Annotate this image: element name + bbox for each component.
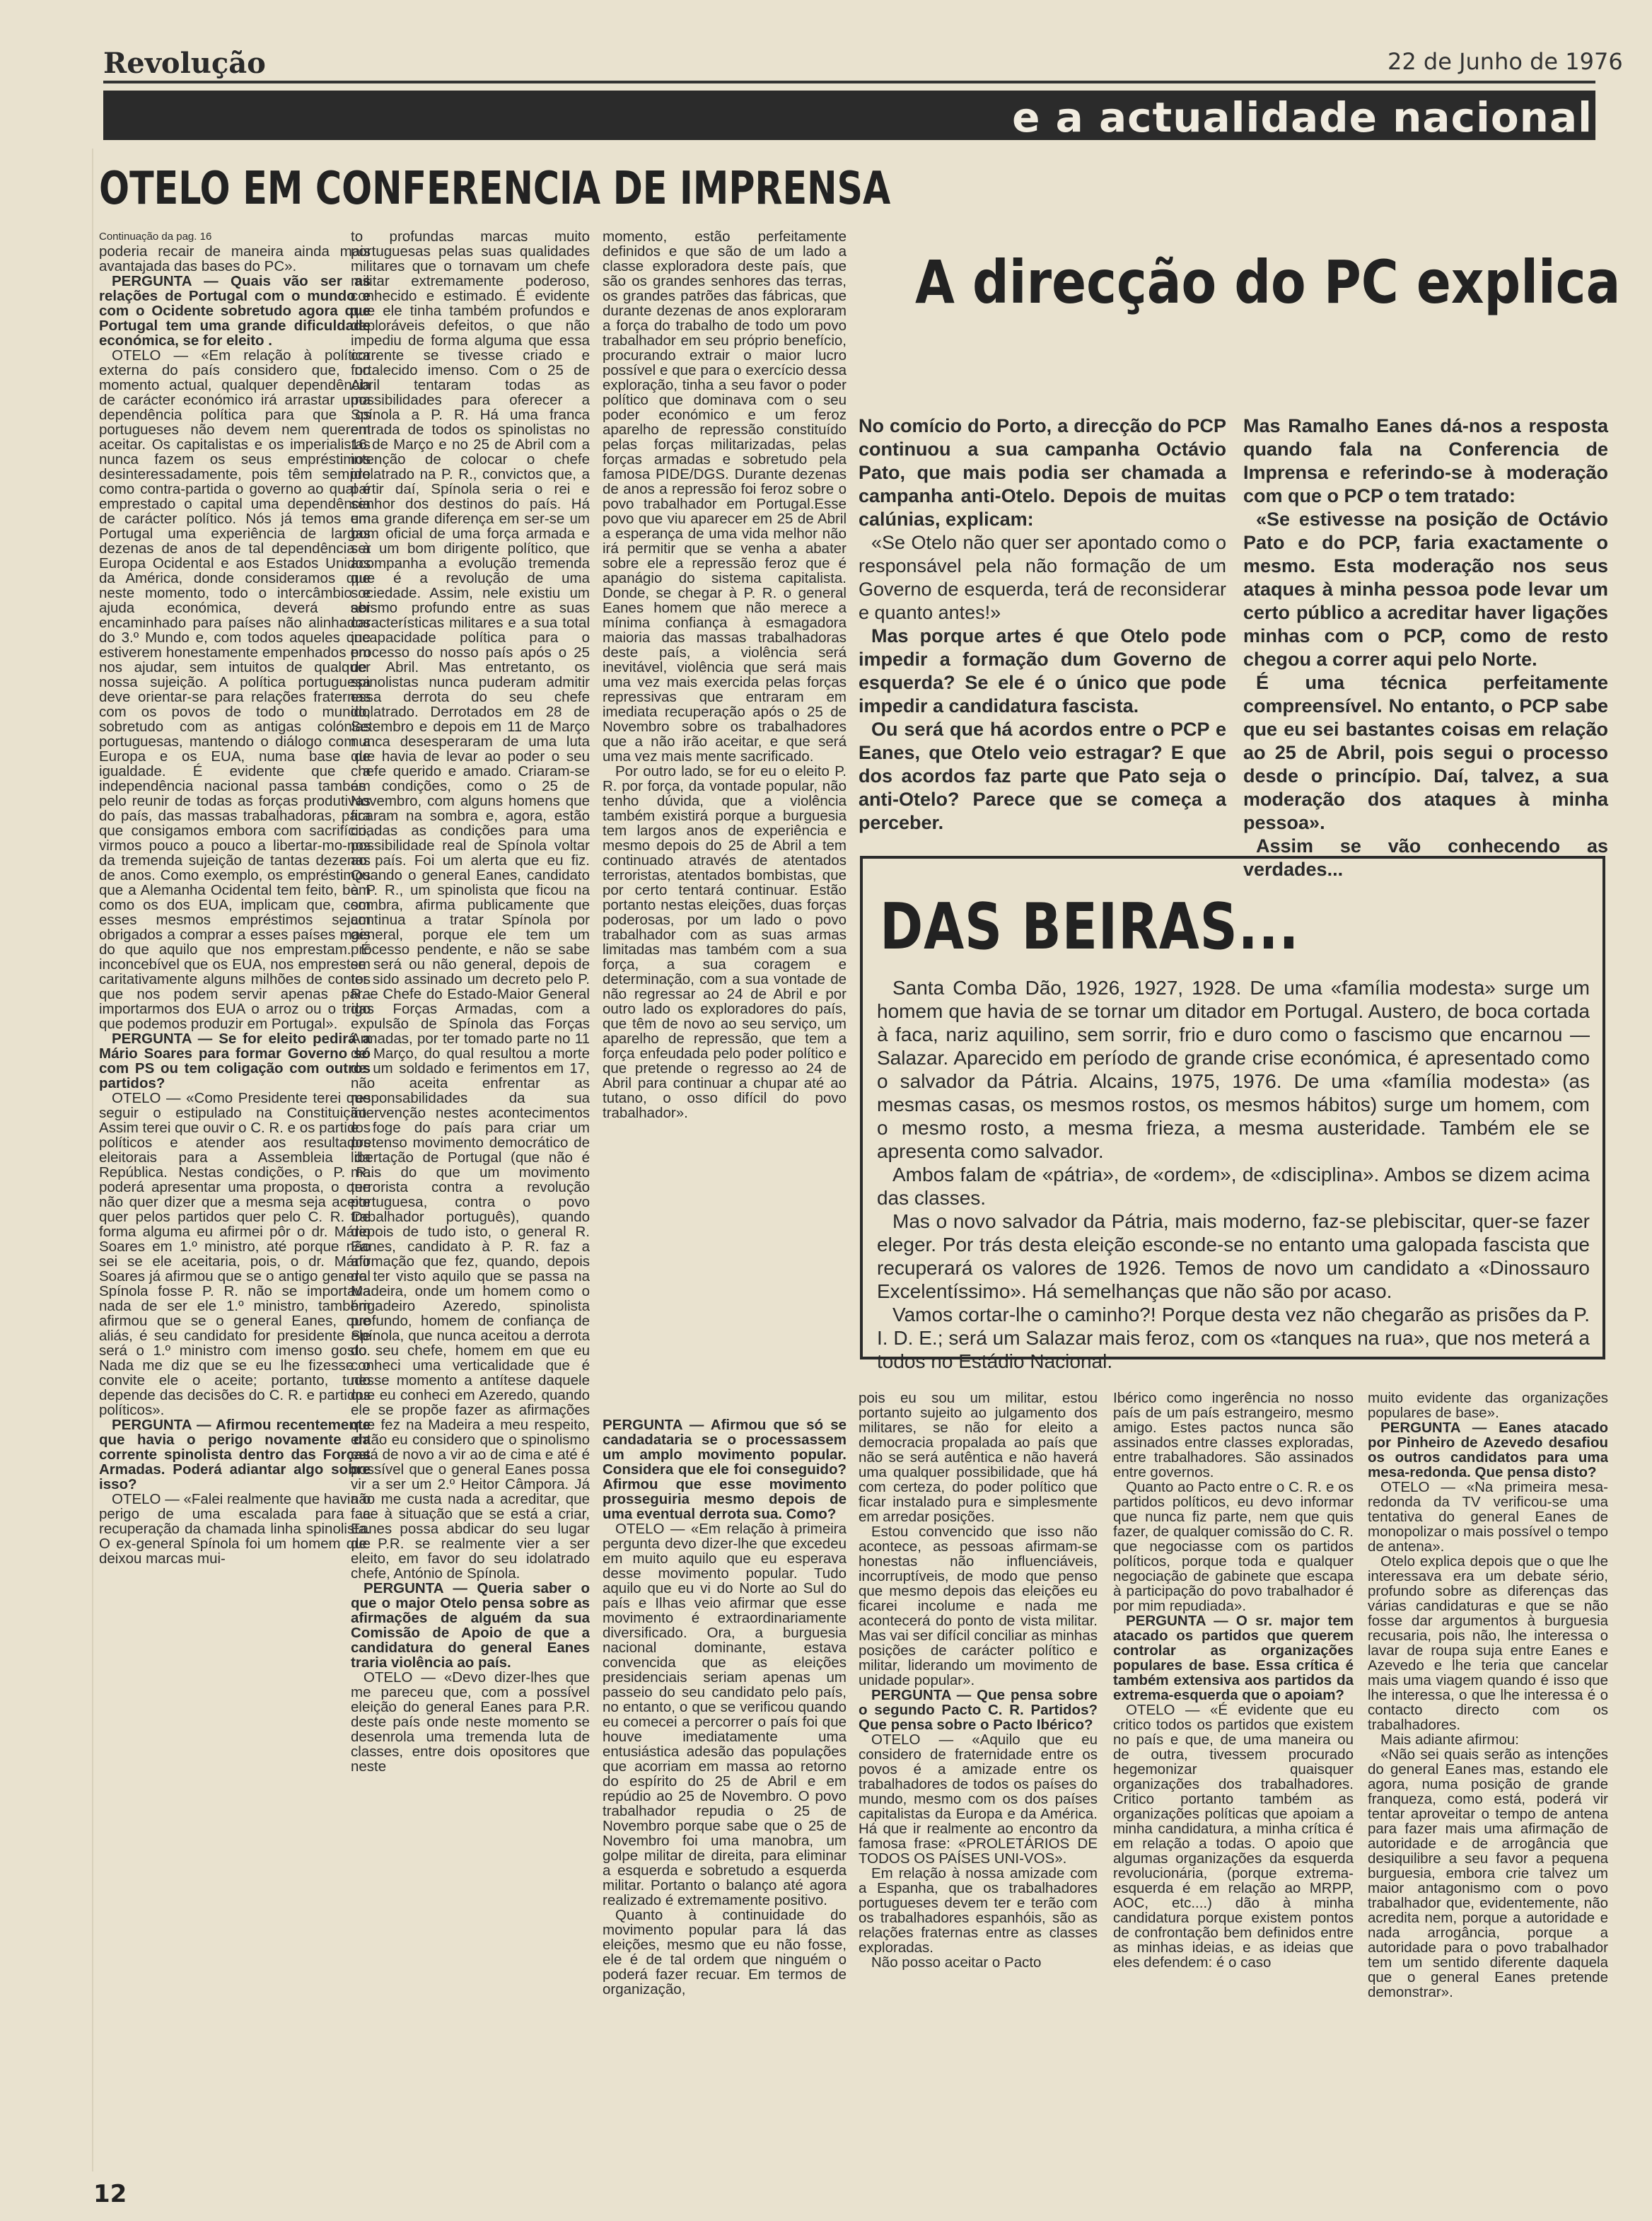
paragraph: Por outro lado, se for eu o eleito P. R. por força, da vontade popular, não tenho dúvida, que a violência também existirá porque a burguesia tem largos anos de experiência e mesmo depois do 25 de Abril a tem continuado através de atentados terroristas, atentados bombistas, que por certo tentará continuar. Estão portanto nestas eleições, duas forças poderosas, por um lado o povo trabalhador com as suas armas limitadas mas também com a sua força, a sua coragem e determinação, com a sua vontade de não regressar ao 24 de Abril e por outro lado os exploradores do país, que têm de novo ao seu serviço, um aparelho de repressão, que tem a força enfeudada pelo poder político e que pretende o regresso ao 24 de Abril para continuar a chupar até ao tutano, o osso difícil do povo trabalhador».: [603, 763, 847, 1121]
masthead-rule: [103, 81, 1595, 83]
paragraph: Não posso aceitar o Pacto: [871, 1954, 1042, 1971]
main-headline: OTELO EM CONFERENCIA DE IMPRENSA: [99, 163, 891, 215]
paragraph: Santa Comba Dão, 1926, 1927, 1928. De uma «família modesta» surge um homem que havia de se tornar um ditador em Portugal. Austero, de boca cortada à faca, nariz aquilino, sem sorrir, frio e duro como o fascismo que encarnou — Salazar. Aparecido em período de grande crise económica, é apresentado como o salvador da Pátria. Alcains, 1975, 1976. De uma «família modesta» (as mesmas casas, os mesmos rostos, os mesmos hábitos) surge um homem, com o mesmo rosto, a mesma frieza, a mesma austeridade. Também ele se apresenta como salvador.: [877, 977, 1590, 1162]
page-number: 12: [93, 2180, 127, 2208]
answer: OTELO — «Aquilo que eu considero de fraternidade entre os povos é a amizade entre os trabalhadores de todos os países do mundo, mesmo com os dos países capitalistas da Europa e da América. Há que ir realmente ao encontro da famosa frase: «PROLETÁRIOS DE TODOS OS PAÍSES UNI-VOS».: [859, 1732, 1098, 1867]
answer: OTELO — «Falei realmente que havia o perigo de uma escalada para a recuperação da chamada linha spinolista. O ex-general Spínola foi um homem que deixou marcas mui-: [99, 1491, 371, 1567]
question: PERGUNTA — Que pensa sobre o segundo Pacto C. R. Partidos? Que pensa sobre o Pacto Ibérico?: [859, 1687, 1098, 1733]
paragraph: Mais adiante afirmou:: [1380, 1732, 1519, 1748]
paragraph: Estou convencido que isso não acontece, as pessoas afirmam-se honestas não influenciáveis, incorruptíveis, de modo que penso que mesmo depois das eleições eu ficarei incolume e nada me acontecerá do ponto de vista militar. Mas vai ser difícil conciliar as minhas posições de carácter político e militar, liderando um movimento de unidade popular».: [859, 1524, 1098, 1688]
beiras-body: [877, 976, 1590, 1373]
article-column-3: [603, 229, 847, 1410]
question: PERGUNTA — O sr. major tem atacado os partidos que querem controlar as organizações populares de base. Essa crítica é também extensiva aos partidos da extrema-esquerda que o apoiam?: [1113, 1613, 1354, 1703]
paragraph: Quanto à continuidade do movimento popular para lá das eleições, mesmo que eu não fosse, ele é de tal ordem que ninguém o poderá fazer recuar. Em termos de organização,: [603, 1907, 847, 1997]
question: PERGUNTA — Queria saber o que o major Otelo pensa sobre as afirmações de alguém da sua Comissão de Apoio de que a candidatura do general Eanes traria violência ao país.: [351, 1580, 590, 1671]
paragraph: Otelo explica depois que o que lhe interessava era um debate sério, profundo sobre as diferenças das várias candidaturas e que se não fosse dar argumentos à burguesia recusaria, pois não, lhe interessa o lavar de roupa suja entre Eanes e Azevedo e lhe teria que cancelar mais uma viagem quando é isso que lhe interessa, o que lhe interessa é o contacto directo com os trabalhadores.: [1368, 1553, 1608, 1733]
question: PERGUNTA — Eanes atacado por Pinheiro de Azevedo desafiou os outros candidatos para uma mesa-redonda. Que pensa disto?: [1368, 1420, 1608, 1480]
paragraph: Ambos falam de «pátria», de «ordem», de «disciplina». Ambos se dizem acima das classes.: [877, 1164, 1590, 1209]
paragraph: to profundas marcas muito portuguesas pelas suas qualidades militares que o tornavam um chefe militar extremamente poderoso, conhecido e estimado. É evidente que ele tinha também profundos e deploráveis defeitos, o que não impediu de forma alguma que essa corrente se tivesse criado e fortalecido imenso. Com o 25 de Abril tentaram todas as possibilidades para oferecer a Spínola a P. R. Há uma franca entrada de todos os spinolistas no 16 de Março e no 25 de Abril com a intenção de colocar o chefe idolatrado na P. R., convictos que, a partir daí, Spínola seria o rei e senhor dos destinos do país. Há uma grande diferença em ser-se um bom oficial de uma força armada e ser um bom dirigente político, que acompanha a evolução tremenda que é a revolução de uma sociedade. Assim, nele existiu um abismo profundo entre as suas características militares e a sua total incapacidade política para o processo do nosso país após o 25 de Abril. Mas entretanto, os spinolistas nunca puderam admitir essa derrota do seu chefe idolatrado. Derrotados em 28 de Setembro e depois em 11 de Março nunca desesperaram de uma luta que havia de levar ao poder o seu chefe querido e amado. Criaram-se as condições, como o 25 de Novembro, com alguns homens que ficaram na sombra e, agora, estão criadas as condições para uma possibilidade real de Spínola voltar ao país. Foi um alerta que eu fiz. Quando o general Eanes, candidato à P. R., um spinolista que ficou na sombra, afirma publicamente que continua a tratar Spínola por general, porque ele tem um processo pendente, e não se sabe se será ou não general, depois de ter sido assinado um decreto pelo P. R. e Chefe do Estado-Maior General das Forças Armadas, com a expulsão de Spínola das Forças Armadas, por ter tomado parte no 11 de Março, do qual resultou a morte de um soldado e ferimentos em 17, não aceita enfrentar as responsabilidades da sua intervenção nestes acontecimentos e foge do país para criar um pretenso movimento democrático de libertação de Portugal (que não é mais do que um movimento terrorista contra a revolução portuguesa, contra o povo trabalhador português), quando depois de tudo isto, o general R. Eanes, candidato à P. R. faz a afirmação que fez, quando, depois de ter visto aquilo que se passa na Madeira, onde um homem como o brigadeiro Azeredo, spinolista profundo, homem de confiança de Spínola, que nunca aceitou a derrota do seu chefe, homem em que eu conheci uma verticalidade que é nesse momento a antítese daquele que eu conheci em Azeredo, quando ele se propõe fazer as afirmações que fez na Madeira a meu respeito, então eu considero que o spinolismo está de novo a vir ao de cima e até é possível que o general Eanes possa vir a ser um 2.º Heitor Câmpora. Já não me custa nada a acreditar, que face à situação que se está a criar, Eanes possa abdicar do seu lugar de P.R. se realmente vier a ser eleito, em favor do seu idolatrado chefe, António de Spínola.: [351, 229, 590, 1582]
article-column-1: [99, 229, 371, 2012]
question: PERGUNTA — Quais vão ser as relações de Portugal com o mundo e com o Ocidente sobretudo agora que Portugal tem uma grande dificuldade económica, se for eleito .: [99, 273, 371, 349]
paragraph: Em relação à nossa amizade com a Espanha, que os trabalhadores portugueses devem ter e terão com os trabalhadores espanhóis, são as relações fraternas entre as classes exploradas.: [859, 1865, 1098, 1956]
paragraph: poderia recair de maneira ainda mais avantajada das bases do PC».: [99, 243, 371, 274]
paragraph: Mas Ramalho Eanes dá-nos a resposta quando fala na Conferencia de Imprensa e referindo-se à moderação com que o PCP o tem tratado:: [1243, 415, 1608, 506]
answer: OTELO — «Na primeira mesa-redonda da TV verificou-se uma tentativa do general Eanes de monopolizar o mais possível o tempo de antena».: [1368, 1479, 1608, 1555]
paragraph: Vamos cortar-lhe o caminho?! Porque desta vez não chegarão as prisões da P. I. D. E.; será um Salazar mais feroz, com os «tanques na rua», que nos meterá a todos no Estádio Nacional.: [877, 1304, 1590, 1372]
pc-column-left: [859, 414, 1226, 835]
answer: OTELO — «Devo dizer-lhes que me pareceu que, com a possível eleição do general Eanes para P.R. deste país onde neste momento se desenrola uma tremenda luta de classes, entre dois opositores que neste: [351, 1669, 590, 1775]
answer: OTELO — «Como Presidente terei que seguir o estipulado na Constituição. Assim terei que ouvir o C. R. e os partidos políticos e atender aos resultados eleitorais para a Assembleia da República. Nestas condições, o P. R. poderá apresentar uma proposta, o que não quer dizer que a mesma seja aceite quer pelos partidos quer pelo C. R. De forma alguma eu afirmei pôr o dr. Mário Soares em 1.º ministro, até porque não sei se ele aceitaria, pois, o dr. Mário Soares já afirmou que se o antigo general Spínola fosse P. R. não se importava nada de ser ele 1.º ministro, também afirmou que se o general Eanes, que aliás, é seu candidato for presidente ele será o 1.º ministro com imenso gosto. Nada me diz que se eu lhe fizesse o convite ele o aceite; portanto, tudo depende das decisões do C. R. e partidos políticos».: [99, 1090, 371, 1418]
quote: «Não sei quais serão as intenções do general Eanes mas, estando ele agora, numa posição de grande franqueza, como está, poderá vir tentar aproveitar o tempo de antena para fazer mais uma afirmação de autoridade e de arrogância que desiquilibre a seu favor a pequena burguesia, embora crie talvez um maior antagonismo com o povo trabalhador que, evidentemente, não acredita nem, porque a autoridade e nada arrogância, porque a autoridade para o povo trabalhador tem um sentido diferente daquela que o general Eanes pretende demonstrar».: [1368, 1746, 1608, 2000]
article-column-4: [859, 1391, 1098, 2204]
pc-headline: A direcção do PC explica: [915, 248, 1621, 317]
continuation-note: Continuação da pag. 16: [99, 231, 212, 243]
paragraph: Mas o novo salvador da Pátria, mais moderno, faz-se plebiscitar, quer-se fazer eleger. Por trás desta eleição esconde-se no entanto uma galopada fascista que recuperará os valores de 1926. Temos de novo um candidato a «Dinossauro Excelentíssimo». Há semelhanças que não são por acaso.: [877, 1210, 1590, 1302]
margin-shadow: [92, 149, 93, 2171]
issue-date: 22 de Junho de 1976: [1388, 48, 1623, 75]
paragraph: momento, estão perfeitamente definidos e que são de um lado a classe exploradora deste país, que são os grandes senhores das terras, os grandes patrões das fábricas, que durante dezenas de anos exploraram a força do trabalho de todo um povo trabalhador em seu próprio benefício, procurando extrair o maior lucro possível e que para o exercício dessa exploração, tinha a seu favor o poder político que dominava com o seu poder económico e um feroz aparelho de repressão constituído pelas forças militarizadas, pelas forças armadas e sobretudo pela famosa PIDE/DGS. Durante dezenas de anos a repressão foi feroz sobre o povo trabalhador em Portugal.Esse povo que viu aparecer em 25 de Abril a esperança de uma vida melhor não irá permitir que se venha a abater sobre ele a repressão feroz que é apanágio do sistema capitalista. Donde, se chegar à P. R. o general Eanes homem que não merece a mínima confiança à esmagadora maioria das massas trabalhadoras deste país, a violência será inevitável, violência que será mais uma vez mais exercida pelas forças repressivas que entraram em imediata recuperação após o 25 de Novembro sobre os trabalhadores que a não irão aceitar, e que será uma vez mais mente sacrificado.: [603, 229, 847, 765]
pc-column-right: [1243, 414, 1608, 881]
beiras-title: DAS BEIRAS...: [880, 890, 1300, 964]
paragraph: No comício do Porto, a direcção do PCP continuou a sua campanha Octávio Pato, que mais podia ser chamada a campanha anti-Otelo. Depois de muitas calúnias, explicam:: [859, 415, 1226, 530]
article-column-5: [1113, 1391, 1354, 2204]
paragraph: Mas porque artes é que Otelo pode impedir a formação dum Governo de esquerda? Se ele é o único que pode impedir a candidatura fascista.: [859, 625, 1226, 717]
newspaper-name: Revolução: [103, 47, 266, 80]
paragraph: Assim se vão conhecendo as verdades...: [1243, 835, 1608, 880]
question: PERGUNTA — Afirmou que só se candadataria se o processassem um amplo movimento popular. Considera que ele foi conseguido? Afirmou que esse movimento prosseguiria mesmo depois de uma eventual derrota sua. Como?: [603, 1417, 847, 1522]
paragraph: pois eu sou um militar, estou portanto sujeito ao julgamento dos militares, se não for eleito a democracia propalada ao país que não se será autêntica e não haverá uma qualquer possibilidade, que há com certeza, do poder político que ficar instalado pura e simplesmente em arredar posições.: [859, 1391, 1098, 1525]
article-column-2: [351, 229, 590, 2132]
quote: «Se Otelo não quer ser apontado como o responsável pela não formação de um Governo de esquerda, terá de reconsiderar e quanto antes!»: [859, 532, 1226, 623]
answer: OTELO — «É evidente que eu critico todos os partidos que existem no país e que, de uma maneira ou de outra, tivessem procurado hegemonizar quaisquer organizações dos trabalhadores. Critico portanto também as organizações políticas que apoiam a minha candidatura, a minha crítica é em relação a todas. O apoio que algumas organizações da esquerda revolucionária, (porque extrema-esquerda é em relação ao MRPP, AOC, etc....) dão à minha candidatura porque existem pontos de confrontação bem definidos entre as minhas ideias, e as ideias que eles defendem: é o caso: [1113, 1702, 1354, 1971]
paragraph: Quanto ao Pacto entre o C. R. e os partidos políticos, eu devo informar que nunca fiz parte, nem que quis fazer, de qualquer comissão do C. R. que negociasse com os partidos políticos, porque toda e qualquer negociação de gabinete que escapa à participação do povo trabalhador é por mim repudiada».: [1113, 1479, 1354, 1614]
section-title: e a actualidade nacional: [1012, 93, 1593, 141]
question: PERGUNTA — Afirmou recentemente que havia o perigo novamente da corrente spinolista dentro das Forças Armadas. Poderá adiantar algo sobre isso?: [99, 1417, 371, 1492]
paragraph: É uma técnica perfeitamente compreensível. No entanto, o PCP sabe que eu sei bastantes coisas em relação ao 25 de Abril, pois segui o processo desde o princípio. Daí, talvez, a sua moderação dos ataques à minha pessoa».: [1243, 672, 1608, 833]
paragraph: muito evidente das organizações populares de base».: [1368, 1391, 1608, 1421]
answer: OTELO — «Em relação à primeira pergunta devo dizer-lhe que excedeu em muito aquilo que eu esperava desse movimento popular. Tudo aquilo que eu vi do Norte ao Sul do país e Ilhas veio afirmar que esse movimento é extraordinariamente diversificado. Ora, a burguesia nacional dominante, estava convencida que as eleições presidenciais seriam apenas um passeio do seu candidato pelo país, no entanto, o que se verificou quando eu comecei a percorrer o país foi que houve imediatamente uma entusiástica adesão das populações que acorriam em massa ao retorno do espírito do 25 de Abril e em repúdio ao 25 de Novembro. O povo trabalhador repudia o 25 de Novembro porque sabe que o 25 de Novembro foi uma manobra, um golpe militar de direita, para eliminar a esquerda e sobretudo a esquerda militar. Portanto o balanço até agora realizado é extremamente positivo.: [603, 1521, 847, 1908]
paragraph: Ou será que há acordos entre o PCP e Eanes, que Otelo veio estragar? E que dos acordos faz parte que Pato seja o anti-Otelo? Parece que se começa a perceber.: [859, 719, 1226, 833]
paragraph: Ibérico como ingerência no nosso país de um país estrangeiro, mesmo amigo. Estes pactos nunca são assinados entre classes exploradas, entre trabalhadores. São assinados entre governos.: [1113, 1391, 1354, 1480]
quote: «Se estivesse na posição de Octávio Pato e do PCP, faria exactamente o mesmo. Esta moderação nos seus ataques à minha pessoa pode levar um certo público a acreditar haver ligações minhas com o PCP, como de resto chegou a correr aqui pelo Norte.: [1243, 509, 1608, 670]
article-column-6: [1368, 1391, 1608, 2204]
answer: OTELO — «Em relação à política externa do país considero que, no momento actual, qualquer dependência de carácter económico irá arrastar uma dependência política para que os portugueses não devem nem querem aceitar. Os capitalistas e os imperialistas nunca fazem os seus empréstimos desinteressadamente, pois têm sempre como contra-partida o governo ao qual é emprestado o capital uma dependência de carácter político. Nós já temos em Portugal uma experiência de largas dezenas de anos de tal dependência à Europa Ocidental e aos Estados Unidos da América, donde consideramos que neste momento, todo o intercâmbio e ajuda económica, deverá ser encaminhado para países não alinhados do 3.º Mundo e, com todos aqueles que estiverem honestamente empenhados em nos ajudar, sem intuitos de qualquer nossa sujeição. A política portuguesa deve orientar-se para relações fraternas com os povos de todo o mundo, sobretudo com as antigas colónias portuguesas, mantendo o diálogo com a Europa e os EUA, numa base de igualdade. É evidente que a independência nacional passa também pelo reunir de todas as forças produtivas do país, das massas trabalhadoras, para que consigamos embora com sacrifício, virmos pouco a pouco a libertar-mo-nos da tremenda sujeição de tantas dezenas de anos. Como exemplo, os empréstimos que a Alemanha Ocidental tem feito, bem como os dos EUA, implicam que, com esses mesmos empréstimos sejam obrigados a comprar a esses países mais do que aquilo que nos emprestam. É inconcebível que os EUA, nos emprestem caritativamente alguns milhões de contos que nos podem servir apenas para importarmos dos EUA o arroz ou o trigo que podemos produzir em Portugal».: [99, 347, 371, 1032]
question: PERGUNTA — Se for eleito pedirá a Mário Soares para formar Governo só com PS ou tem coligação com outros partidos?: [99, 1031, 371, 1091]
article-column-3-lower: [603, 1417, 847, 2196]
